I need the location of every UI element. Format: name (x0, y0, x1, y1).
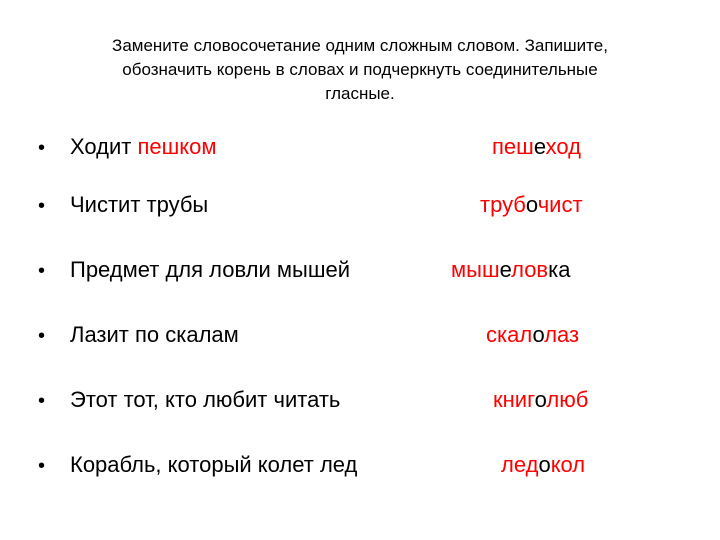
compound-word (493, 386, 588, 414)
phrase-text: Чистит трубы (70, 192, 209, 217)
root-part: лаз (544, 322, 580, 347)
instruction-line-1: Замените словосочетание одним сложным словом. Запишите, (112, 36, 608, 55)
list-item (0, 133, 720, 167)
bullet-icon: • (38, 455, 46, 477)
bullet-icon: • (38, 195, 46, 217)
compound-word (486, 321, 579, 349)
suffix-part: ка (548, 257, 571, 282)
list-item (0, 386, 720, 420)
root-part: скал (486, 322, 533, 347)
instruction-line-3: гласные. (325, 84, 395, 103)
connecting-vowel: о (534, 387, 547, 412)
instruction-text (40, 34, 680, 106)
root-part: лед (501, 452, 539, 477)
bullet-icon: • (38, 390, 46, 412)
root-part: мыш (451, 257, 500, 282)
bullet-icon: • (38, 325, 46, 347)
compound-word (492, 133, 581, 161)
list-item (0, 451, 720, 485)
phrase-text: Этот тот, кто любит читать (70, 387, 341, 412)
root-part: люб (546, 387, 589, 412)
instruction-line-2: обозначить корень в словах и подчеркнуть соединительные (122, 60, 598, 79)
connecting-vowel: е (499, 257, 512, 282)
list-item (0, 256, 720, 290)
phrase-text: Лазит по скалам (70, 322, 239, 347)
connecting-vowel: о (525, 192, 538, 217)
phrase-highlight: пешком (137, 134, 217, 159)
root-part: ход (545, 134, 581, 159)
connecting-vowel: е (533, 134, 546, 159)
phrase-text: Корабль, который колет лед (70, 452, 358, 477)
root-part: лов (511, 257, 549, 282)
root-part: труб (480, 192, 526, 217)
phrase (70, 133, 217, 161)
bullet-icon: • (38, 137, 46, 159)
bullet-icon: • (38, 260, 46, 282)
phrase-text: Ходит (70, 134, 138, 159)
phrase (70, 256, 350, 284)
connecting-vowel: о (538, 452, 551, 477)
root-part: чист (537, 192, 583, 217)
list-item (0, 321, 720, 355)
list-item (0, 191, 720, 225)
connecting-vowel: о (532, 322, 545, 347)
root-part: кол (550, 452, 586, 477)
compound-word (501, 451, 585, 479)
root-part: книг (493, 387, 535, 412)
phrase (70, 386, 340, 414)
phrase (70, 451, 357, 479)
phrase (70, 321, 239, 349)
phrase (70, 191, 208, 219)
root-part: пеш (492, 134, 534, 159)
phrase-text: Предмет для ловли мышей (70, 257, 351, 282)
compound-word (480, 191, 583, 219)
compound-word (451, 256, 570, 284)
